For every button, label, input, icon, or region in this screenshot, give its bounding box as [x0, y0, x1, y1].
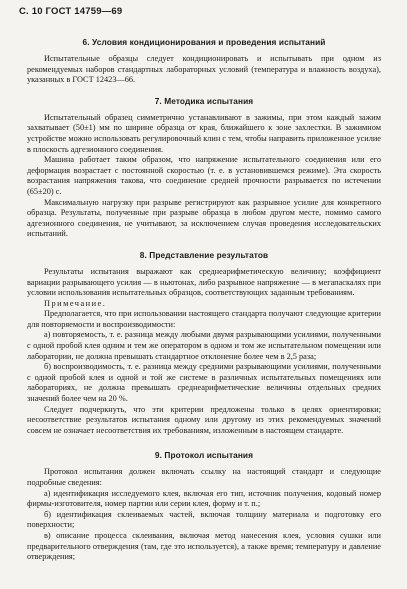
section-title: 6. Условия кондиционирования и проведения испытаний [82, 37, 326, 47]
paragraph: а) идентификация исследуемого клея, включая его тип, источник получения, кодовый номер фирмы-изготовителя, номер партии или серии клея, форму и т. п.; [27, 488, 381, 509]
paragraph: а) повторяемость, т. е. разница между любыми двумя разрывающими усилиями, полученными с одной пробой клея одним и тем же оператором в одном и том же испытательном помещении или лаборатории, не должна превышать стандартное отклонение более чем в 2,5 раза; [27, 330, 381, 361]
paragraph: Протокол испытания должен включать ссылку на настоящий стандарт и следующие подробные сведения: [27, 467, 381, 487]
paragraph: Максимальную нагрузку при разрыве регистрируют как разрывное усилие для конкретного образца. Результаты, полученные при разрыве образца в любом другом месте, помимо самого адгезионного соединения, не учитывают, за исключением случая проведения исследовательских испытаний. [27, 197, 381, 239]
section-6 [27, 37, 381, 86]
section-title: 7. Методика испытания [154, 95, 254, 106]
section-9 [27, 450, 381, 562]
section-7 [27, 96, 381, 240]
paragraph: Предполагается, что при использовании настоящего стандарта получают следующие критерии для повторяемости и воспроизводимости: [27, 309, 381, 329]
note-label: Примечание. [44, 298, 107, 308]
paragraph: Испытательный образец симметрично устанавливают в зажимы, при этом каждый зажим захватывает (50±1) мм по ширине образца от края, ближайшего к зоне захлестки. В зажимном устройстве можно использовать регулировочный клин с тем, чтобы направить приложенное усилие в плоскость адгезионного соединения. [27, 112, 381, 154]
section-title: 8. Представление результатов [139, 249, 269, 260]
section-title: 9. Протокол испытания [154, 450, 254, 461]
paragraph: б) идентификация склеиваемых частей, включая толщину материала и подготовку его поверхности; [27, 509, 381, 530]
paragraph: Результаты испытания выражают как среднеарифметическую величину; коэффициент вариации разрывающего усилия — в ньютонах, либо разрывное напряжение — в мегапаскалях при условии использования испытательных образцов, соответствующих заданным требованиям. [27, 266, 381, 298]
page-header: С. 10 ГОСТ 14759—69 [19, 6, 123, 17]
paragraph: б) воспроизводимость, т. е. разница между средними разрывающими усилиями, полученными с одной пробой клея и одной и той же системе в различных испытательных помещениях или лабораториях, не должна превышать среднеарифметические величины отдельных средних значений более чем на 20 %. [27, 362, 381, 404]
paragraph: в) описание процесса склеивания, включая метод нанесения клея, условия сушки или предварительного отверждения (там, где это используется), а также время; температуру и давление отверждения; [27, 530, 381, 562]
paragraph: Испытательные образцы следует кондиционировать и испытывать при одном из рекомендуемых наборов стандартных лабораторных условий (температура и влажность воздуха), указанных в ГОСТ 12423—66. [27, 54, 381, 85]
section-8 [27, 250, 381, 437]
paragraph: Машина работает таким образом, что напряжение испытательного соединения или его деформация возрастает с постоянной скоростью (т. е. в установившемся режиме). Эта скорость возрастания напряжения такова, что соединение средней прочности разрывается по истечении (65±20) с. [27, 155, 381, 196]
paragraph: Следует подчеркнуть, что эти критерии предложены только в целях ориентировки; несоответствие результатов испытания одному или другому из этих рекомендуемых значений совсем не означает несоответствия их требованиям, изложенным в настоящем стандарте. [27, 404, 381, 435]
